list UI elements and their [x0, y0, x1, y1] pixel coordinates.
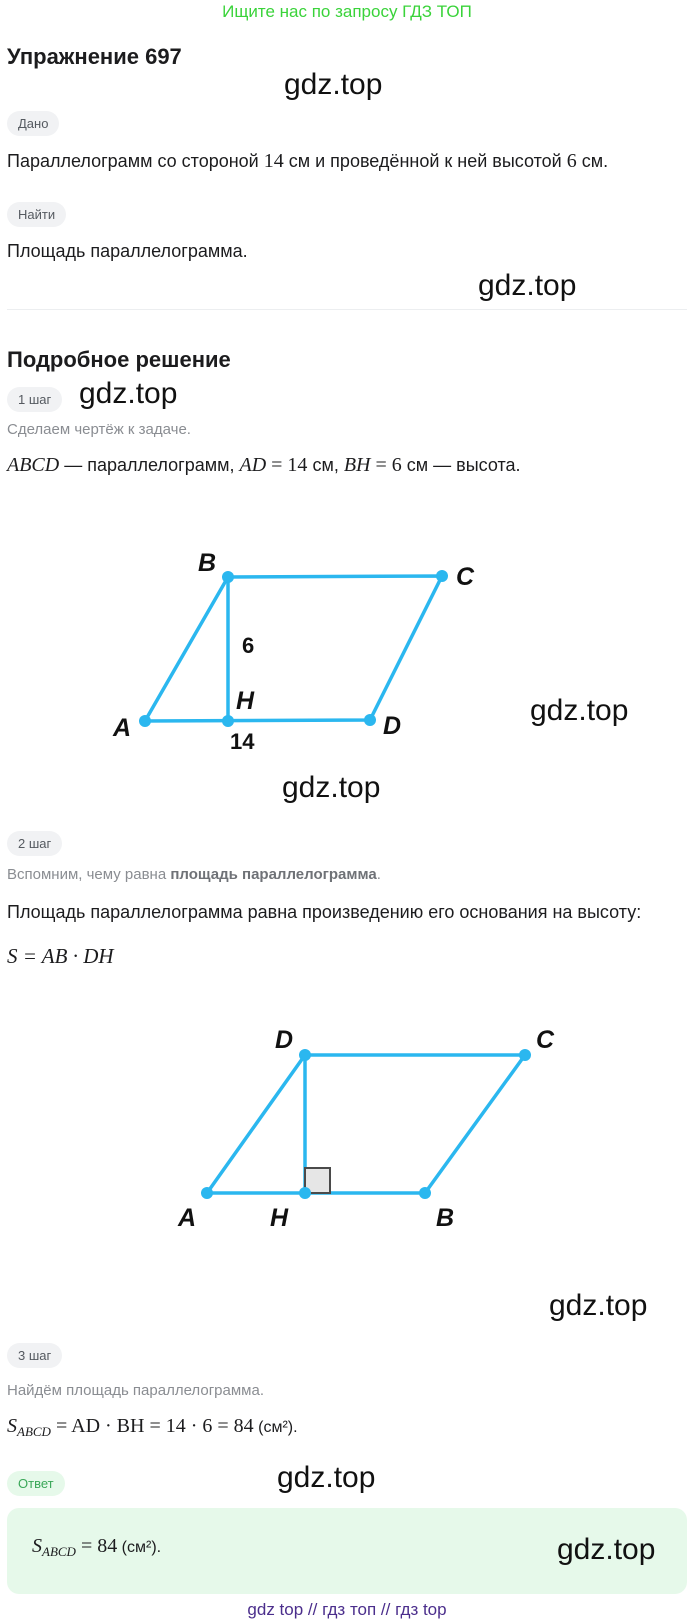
- fig1-point-a: [139, 715, 151, 727]
- watermark: gdz.top: [79, 377, 178, 410]
- answer-tag-wrap: [7, 1471, 65, 1496]
- fig2-point-a: [201, 1187, 213, 1199]
- fig2-parallelogram-outline: [207, 1055, 525, 1193]
- given-section: [7, 111, 59, 136]
- footer-links[interactable]: gdz top // гдз топ // гдз top: [247, 1600, 447, 1619]
- step2-formula: S = AB · DH: [7, 944, 114, 968]
- fig1-point-h: [222, 715, 234, 727]
- step3-tag: 3 шаг: [7, 1343, 62, 1368]
- fig2-label-d: D: [275, 1026, 294, 1054]
- given-tag: Дано: [7, 111, 59, 136]
- find-text: Площадь параллелограмма.: [7, 241, 248, 261]
- figure-1-lines: [145, 576, 442, 721]
- step3-formula: $S_{ABCD}$ = AD · BH = 14 · 6 = 84 (см²).: [7, 1415, 298, 1439]
- find-section: [7, 202, 66, 227]
- watermark: gdz.top: [284, 68, 383, 101]
- fig2-point-c: [519, 1049, 531, 1061]
- watermark: gdz.top: [282, 771, 381, 804]
- watermark: gdz.top: [530, 694, 629, 727]
- fig1-point-d: [364, 714, 376, 726]
- solution-title: Подробное решение: [7, 347, 231, 372]
- fig2-point-b: [419, 1187, 431, 1199]
- fig2-point-h: [299, 1187, 311, 1199]
- fig2-label-b: B: [436, 1204, 455, 1232]
- step2-hint: Вспомним, чему равна площадь параллелограмма.: [7, 866, 381, 883]
- page-title: Упражнение 697: [7, 44, 182, 69]
- answer-tag: Ответ: [7, 1471, 65, 1496]
- figure-2-points: [201, 1049, 531, 1199]
- fig1-point-b: [222, 571, 234, 583]
- step1-tag-wrap: [7, 387, 62, 412]
- step1-hint: Сделаем чертёж к задаче.: [7, 421, 191, 438]
- fig1-label-b: B: [198, 549, 217, 577]
- step1-text: ABCD — параллелограмм, AD = 14 см, BH = 6 см — высота.: [7, 454, 521, 476]
- fig1-label-h: H: [236, 687, 255, 715]
- watermark: gdz.top: [557, 1533, 656, 1566]
- watermark: gdz.top: [277, 1461, 376, 1494]
- figure-2-lines: [207, 1055, 525, 1193]
- figure-2-parallelogram: [0, 1010, 694, 1240]
- find-tag: Найти: [7, 202, 66, 227]
- fig2-label-c: C: [536, 1026, 555, 1054]
- fig2-label-a: A: [178, 1204, 197, 1232]
- fig1-label-d: D: [383, 712, 402, 740]
- fig1-height-label: 6: [242, 633, 255, 658]
- step2-text: Площадь параллелограмма равна произведению его основания на высоту:: [7, 902, 642, 922]
- given-text: Параллелограмм со стороной 14 см и проведённой к ней высотой 6 см.: [7, 150, 609, 172]
- fig1-base-label: 14: [230, 729, 255, 754]
- step3-tag-wrap: [7, 1343, 62, 1368]
- fig2-label-h: H: [270, 1204, 289, 1232]
- fig1-label-a: A: [113, 714, 132, 742]
- answer-formula: $S_{ABCD} = 84$ (см²).: [32, 1535, 162, 1559]
- step2-tag-wrap: [7, 831, 62, 856]
- step3-hint: Найдём площадь параллелограмма.: [7, 1382, 264, 1399]
- section-divider: [7, 309, 687, 310]
- watermark: gdz.top: [549, 1289, 648, 1322]
- fig1-parallelogram-outline: [145, 576, 442, 721]
- fig2-point-d: [299, 1049, 311, 1061]
- fig1-label-c: C: [456, 563, 475, 591]
- step1-tag: 1 шаг: [7, 387, 62, 412]
- watermark: gdz.top: [478, 269, 577, 302]
- promo-banner[interactable]: Ищите нас по запросу ГДЗ ТОП: [222, 2, 472, 21]
- fig1-point-c: [436, 570, 448, 582]
- step2-tag: 2 шаг: [7, 831, 62, 856]
